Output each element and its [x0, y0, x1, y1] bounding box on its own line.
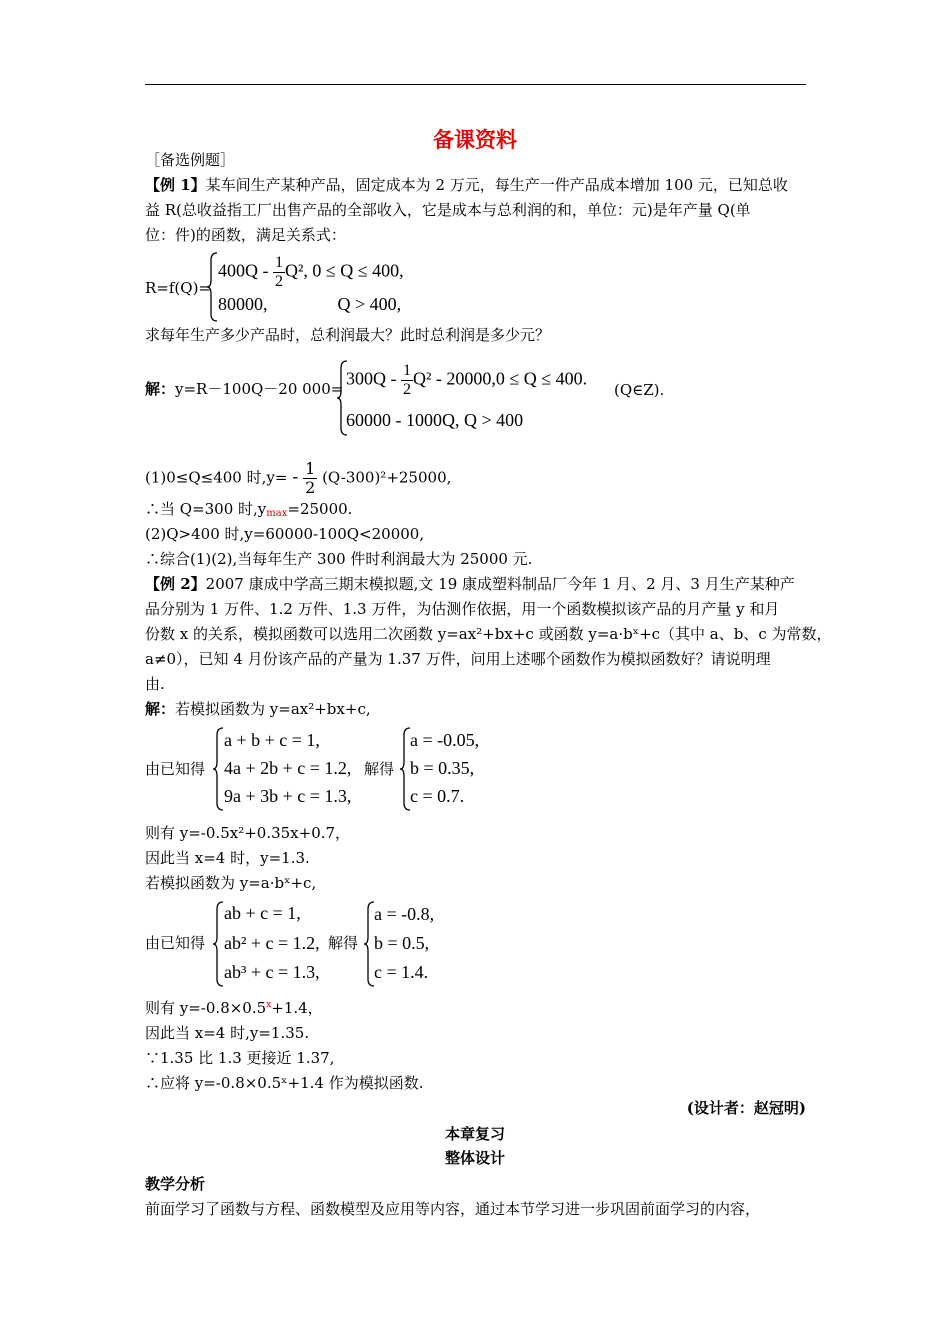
result1-a: a = -0.05, — [410, 730, 480, 750]
result2-a: a = -0.8, — [374, 904, 435, 924]
example1-question: 求每年生产多少产品时，总利润最大？此时总利润是多少元？ — [145, 326, 551, 344]
example2-solution: 解：若模拟函数为 y=ax²+bx+c, — [145, 700, 371, 718]
step1: (1)0≤Q≤400 时,y= - $\frac{1}{2}$ (Q-300)²+25000, — [145, 459, 452, 497]
analysis-text: 前面学习了函数与方程、函数模型及应用等内容，通过本节学习进一步巩固前面学习的内容， — [145, 1200, 761, 1218]
example1-line3: 位：件)的函数，满足关系式： — [145, 226, 346, 244]
example2-line1: 【例 2】2007 康成中学高三期末模拟题,文 19 康成塑料制品厂今年 1 月、2 月、3 月生产某种产 — [145, 575, 795, 593]
example2-line5: 由. — [145, 675, 165, 693]
then1: 则有 y=-0.5x²+0.35x+0.7， — [145, 824, 351, 842]
solve-label: 解得 — [328, 934, 359, 952]
known-label: 由已知得 — [145, 934, 206, 952]
then2: 则有 $y=-0.8\times 0.5^x+1.4$， — [145, 999, 323, 1017]
solution-domain: (Q∈Z). — [614, 381, 665, 399]
design-title: 整体设计 — [444, 1149, 505, 1167]
because: ∵1.35 比 1.3 更接近 1.37, — [145, 1049, 335, 1067]
example1-case2: 80000, Q > 400, — [218, 294, 402, 314]
result1-b: b = 0.35, — [410, 758, 475, 778]
fraction-half: $\frac{1}{2}$ — [305, 459, 316, 497]
example1-solution-expr: 解：y=R－100Q－20 000= — [145, 380, 344, 398]
example1-line1: 【例 1】某车间生产某种产品，固定成本为 2 万元，每生产一件产品成本增加 100 元，已知总收 — [145, 176, 788, 194]
step2: ∴当 Q=300 时$,y_{max}=25000$. — [145, 500, 353, 519]
step4: ∴综合(1)(2),当每年生产 300 件时利润最大为 25000 元. — [145, 550, 533, 568]
review-title: 本章复习 — [444, 1125, 505, 1143]
system2-eq2: ab² + c = 1.2, — [224, 933, 320, 953]
brace — [206, 252, 218, 322]
example1-func-prefix: R=f(Q)= — [145, 279, 211, 297]
solve-label: 解得 — [364, 760, 395, 778]
example2-line3: 份数 x 的关系，模拟函数可以选用二次函数 y=ax²+bx+c 或函数 y=a·bˣ+c（其中 a、b、c 为常数， — [145, 625, 832, 643]
conclusion: ∴应将 y=-0.8×0.5ˣ+1.4 作为模拟函数. — [145, 1074, 424, 1092]
thus2: 因此当 x=4 时,y=1.35. — [145, 1024, 310, 1042]
header-rule — [145, 84, 806, 85]
example2-line2: 品分别为 1 万件、1.2 万件、1.3 万件，为估测作依据，用一个函数模拟该产品的月产量 y 和月 — [145, 600, 780, 618]
brace — [212, 901, 224, 987]
result2-c: c = 1.4. — [374, 962, 429, 982]
system2-eq1: ab + c = 1, — [224, 903, 301, 923]
fraction-half: $\frac{1}{2}$ — [403, 362, 411, 398]
example2-line4: a≠0），已知 4 月份该产品的产量为 1.37 万件，问用上述哪个函数作为模拟函数好？请说明理 — [145, 650, 771, 668]
system1-eq2: 4a + 2b + c = 1.2, — [224, 758, 352, 778]
system1-eq3: 9a + 3b + c = 1.3, — [224, 786, 352, 806]
designer: (设计者：赵冠明) — [686, 1099, 806, 1117]
system2-eq3: ab³ + c = 1.3, — [224, 962, 320, 982]
brace — [212, 727, 224, 811]
fraction-half: $\frac{1}{2}$ — [275, 254, 283, 290]
example1-case1: 400Q - $\frac{1}{2}$ Q², 0 ≤ Q ≤ 400, — [218, 254, 404, 290]
system1-eq1: a + b + c = 1, — [224, 730, 320, 750]
example1-line2: 益 R(总收益指工厂出售产品的全部收入，它是成本与总利润的和，单位：元)是年产量 Q(单 — [145, 201, 751, 219]
result2-b: b = 0.5, — [374, 933, 430, 953]
solution2: 若模拟函数为 y=a·bˣ+c, — [145, 874, 317, 892]
result1-c: c = 0.7. — [410, 786, 465, 806]
step3: (2)Q>400 时,y=60000-100Q<20000, — [145, 525, 425, 543]
section-label: ［备选例题］ — [145, 151, 236, 169]
page-title: 备课资料 — [433, 127, 517, 152]
thus1: 因此当 x=4 时，y=1.3. — [145, 849, 310, 867]
solution-case2: 60000 - 1000Q, Q > 400 — [346, 410, 524, 430]
solution-case1: 300Q - $\frac{1}{2}$ Q² - 20000,0 ≤ Q ≤ 400. — [346, 362, 588, 398]
analysis-heading: 教学分析 — [145, 1175, 206, 1193]
known-label: 由已知得 — [145, 760, 206, 778]
